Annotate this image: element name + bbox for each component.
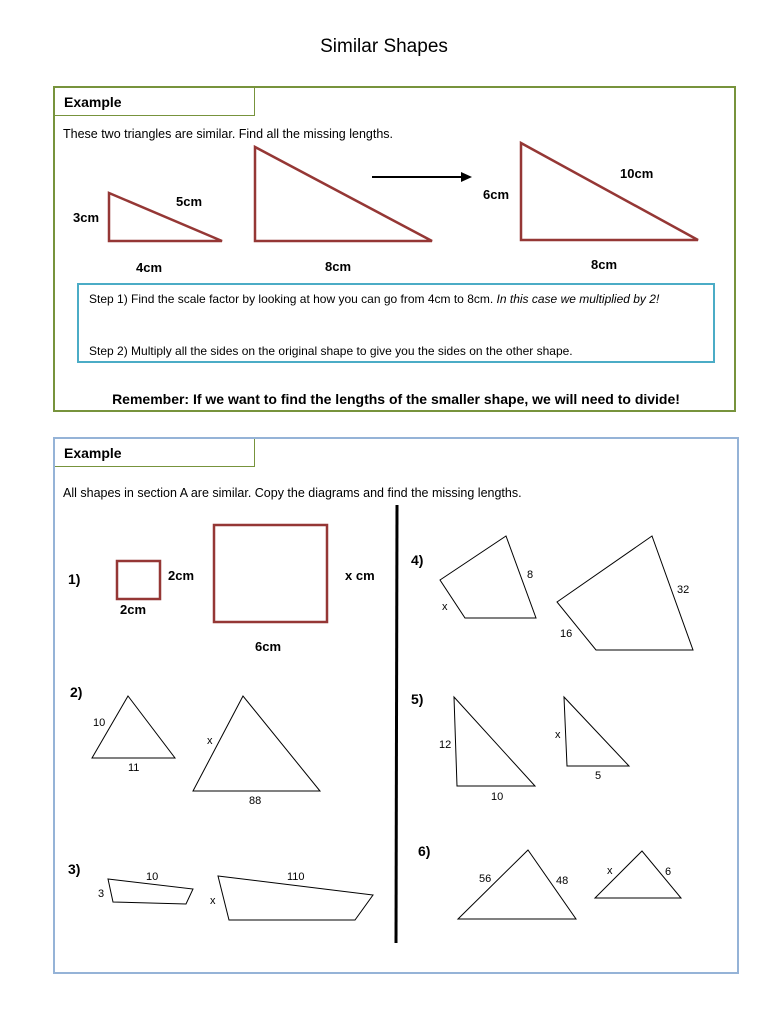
small-base-label: 4cm xyxy=(136,260,163,275)
q3-label-c: 110 xyxy=(287,871,305,883)
q6-label-d: 6 xyxy=(665,866,672,878)
q5-label-a: 12 xyxy=(439,739,452,751)
middle-triangle xyxy=(255,147,432,241)
q4-number: 4) xyxy=(411,552,424,568)
q2-label-c: x xyxy=(207,735,213,747)
small-triangle xyxy=(109,193,222,241)
q2-number: 2) xyxy=(70,684,83,700)
q6-label-c: x xyxy=(607,865,613,877)
big-hyp-label: 10cm xyxy=(620,166,654,181)
q3-label-d: x xyxy=(210,895,216,907)
step1-note: In this case we multiplied by 2! xyxy=(496,292,660,306)
example-box-2 xyxy=(53,437,739,974)
small-side-label: 3cm xyxy=(73,210,100,225)
q1-base-label: 2cm xyxy=(120,602,147,617)
q3-label-b: 3 xyxy=(98,888,105,900)
big-triangle xyxy=(521,143,698,240)
example1-intro: These two triangles are similar. Find all the missing lengths. xyxy=(63,127,394,141)
q4-label-a: 8 xyxy=(527,569,534,581)
example-tab-1: Example xyxy=(55,88,255,116)
q1-big-base-label: 6cm xyxy=(255,639,282,654)
q4-label-d: 16 xyxy=(560,628,573,640)
arrow-head xyxy=(461,172,472,182)
step1-text: Step 1) Find the scale factor by looking at how you can go from 4cm to 8cm. xyxy=(89,292,497,306)
q2-label-a: 10 xyxy=(93,717,106,729)
example2-intro: All shapes in section A are similar. Copy the diagrams and find the missing lengths. xyxy=(63,486,522,500)
page-title: Similar Shapes xyxy=(320,36,448,57)
q2-label-b: 11 xyxy=(128,762,140,774)
q1-number: 1) xyxy=(68,571,81,587)
q1-big-side-label: x cm xyxy=(345,568,375,583)
q5-label-d: 5 xyxy=(595,770,602,782)
q1-side-label: 2cm xyxy=(168,568,195,583)
q5-label-b: 10 xyxy=(491,791,504,803)
mid-base-label: 8cm xyxy=(325,259,352,274)
q3-number: 3) xyxy=(68,861,81,877)
big-base-label: 8cm xyxy=(591,257,618,272)
q5-label-c: x xyxy=(555,729,561,741)
q4-label-c: 32 xyxy=(677,584,690,596)
step2: Step 2) Multiply all the sides on the original shape to give you the sides on the other shape. xyxy=(89,344,573,358)
step1 xyxy=(89,291,704,307)
q3-label-a: 10 xyxy=(146,871,159,883)
small-hyp-label: 5cm xyxy=(176,194,203,209)
q5-number: 5) xyxy=(411,691,424,707)
big-side-label: 6cm xyxy=(483,187,510,202)
q6-number: 6) xyxy=(418,843,431,859)
example-tab-2: Example xyxy=(55,439,255,467)
q6-label-a: 56 xyxy=(479,873,492,885)
remember-note: Remember: If we want to find the lengths of the smaller shape, we will need to divide! xyxy=(112,391,680,407)
q6-label-b: 48 xyxy=(556,875,569,887)
q2-label-d: 88 xyxy=(249,795,262,807)
q4-label-b: x xyxy=(442,601,448,613)
steps-box xyxy=(77,283,715,363)
